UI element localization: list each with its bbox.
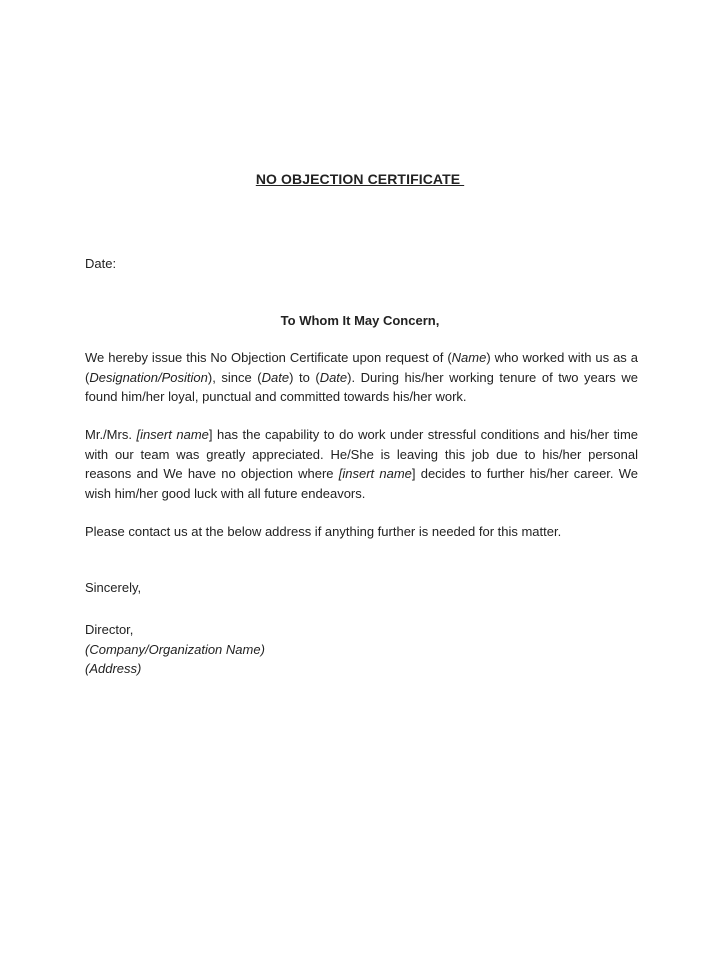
paragraph-contact: Please contact us at the below address if anything further is needed for this matter.	[85, 524, 562, 539]
paragraph-no-objection	[85, 425, 638, 503]
signature-block	[85, 620, 265, 679]
paragraph-text: ] decides to further his/her career. We wish him/her good luck with all future endeavors.	[85, 466, 638, 501]
placeholder-designation: Designation/Position	[89, 369, 208, 385]
placeholder-start-date: Date	[261, 369, 290, 385]
paragraph-text: ) who worked with us as a (	[85, 350, 638, 385]
paragraph-text: We hereby issue this No Objection Certificate upon request of (	[85, 350, 452, 365]
signatory-role: Director,	[85, 622, 134, 637]
paragraph-text: Mr./Mrs.	[85, 427, 137, 442]
paragraph-text: ), since (	[207, 369, 262, 385]
company-placeholder: (Company/Organization Name)	[85, 641, 265, 657]
document-title: NO OBJECTION CERTIFICATE	[255, 171, 465, 187]
paragraph-text: ). During his/her working tenure of two years we found him/her loyal, punctual and committed towards his/her work.	[85, 369, 638, 404]
closing: Sincerely,	[85, 580, 142, 595]
placeholder-name: Name	[451, 350, 487, 365]
paragraph-text: ] has the capability to do work under stressful conditions and his/her time with our team was greatly appreciated. He/She is leaving this job due to his/her personal reasons and We have no objection where	[85, 427, 639, 481]
placeholder-insert-name: [insert name	[338, 466, 412, 481]
placeholder-insert-name: [insert name	[136, 427, 209, 442]
placeholder-end-date: Date	[319, 369, 348, 385]
address-placeholder: (Address)	[85, 661, 142, 676]
paragraph-text: ) to (	[289, 369, 320, 385]
date-label: Date:	[85, 256, 117, 271]
paragraph-request	[85, 348, 638, 407]
salutation: To Whom It May Concern,	[280, 313, 440, 328]
